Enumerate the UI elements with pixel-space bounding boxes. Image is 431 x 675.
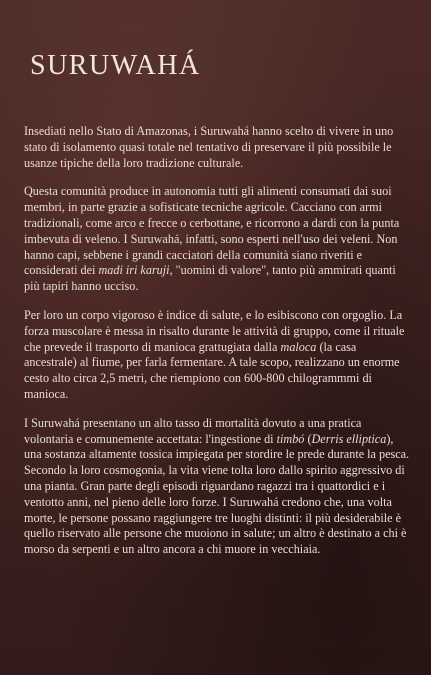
page-title: SURUWAHÁ (30, 50, 201, 81)
text-line: possano raggiungere tre luoghi distinti: il più desiderabile è quello (24, 510, 402, 541)
text-line: orgoglio. La forza muscolare è messa in risalto durante le attività di (24, 307, 403, 338)
paragraph-2 (24, 184, 410, 295)
italic-term: timbó (276, 431, 305, 446)
text-line: ( (307, 431, 312, 446)
text-line: tolta loro dallo spirito aggressivo di una pianta. Gran parte degli (24, 463, 405, 493)
text-line: le prede durante la pesca. Secondo la loro cosmogonia, la vita viene (24, 447, 410, 478)
text-line: episodi riguardano ragazzi tra i quattordici e i ventotto anni, nel pieno (24, 478, 386, 509)
text-line: gruppo, come il rituale che prevede il trasporto di manioca grattugiata (24, 323, 405, 354)
italic-term: madi iri karuji (98, 263, 170, 278)
text-line: possibile le usanze tipiche della loro tradizione culturale. (24, 139, 392, 170)
panel-body (24, 124, 410, 571)
paragraph-4 (24, 416, 410, 558)
text-line: esperti nell'uso dei veleni. Non hanno capi, sebbene i grandi cacciatori (24, 231, 398, 262)
text-line: pratica volontaria e comunemente accettata: l'ingestione di (24, 415, 362, 446)
text-line: dalla (253, 339, 278, 354)
text-line: della comunità siano riveriti e considerati dei (24, 247, 363, 278)
text-line: delle loro forze. I Suruwahá credono che, una volta morte, le persone (24, 494, 392, 525)
text-line: è morso da serpenti e un altro ancora a chi muore in vecchiaia. (24, 526, 407, 557)
text-line: Questa comunità produce in autonomia tutti gli alimenti consumati (24, 184, 351, 199)
text-line: (la casa ancestrale) al fiume, per farla fermentare. A tale (24, 339, 357, 370)
text-line: dai suoi membri, in parte grazie a sofisticate tecniche agricole. Cacciano (24, 184, 392, 215)
text-line: di valore", tanto più ammirati quanti più tapiri hanno ucciso. (24, 263, 396, 294)
text-line: Per loro un corpo vigoroso è indice di salute, e lo esibiscono con (24, 307, 340, 322)
italic-term: Derris elliptica (311, 431, 387, 446)
text-line: riservato alle persone che muoiono in salute; un altro è destinato a chi (57, 526, 398, 541)
text-line: in uno stato di isolamento quasi totale nel tentativo di preservare il più (24, 124, 394, 154)
paragraph-3 (24, 308, 410, 403)
paragraph-1 (24, 124, 410, 171)
text-line: scopo, realizzano un enorme cesto alto circa 2,5 metri, che riempiono (24, 355, 400, 386)
text-line: Insediati nello Stato di Amazonas, i Suruwahá hanno scelto di vivere (24, 124, 360, 138)
italic-term: maloca (280, 339, 317, 354)
text-line: I Suruwahá presentano un alto tasso di mortalità dovuto a una (24, 415, 326, 430)
text-line: con 600-800 chilogrammmi di manioca. (24, 371, 372, 401)
text-line: a dardi con la punta imbevuta di veleno. I Suruwahá, infatti, sono (24, 215, 400, 246)
text-line: ), una sostanza altamente tossica impiegata per stordire (24, 431, 394, 462)
text-line: con armi tradizionali, come arco e frecce o cerbottane, e ricorrono (24, 200, 383, 230)
text-line: , "uomini (169, 263, 216, 278)
